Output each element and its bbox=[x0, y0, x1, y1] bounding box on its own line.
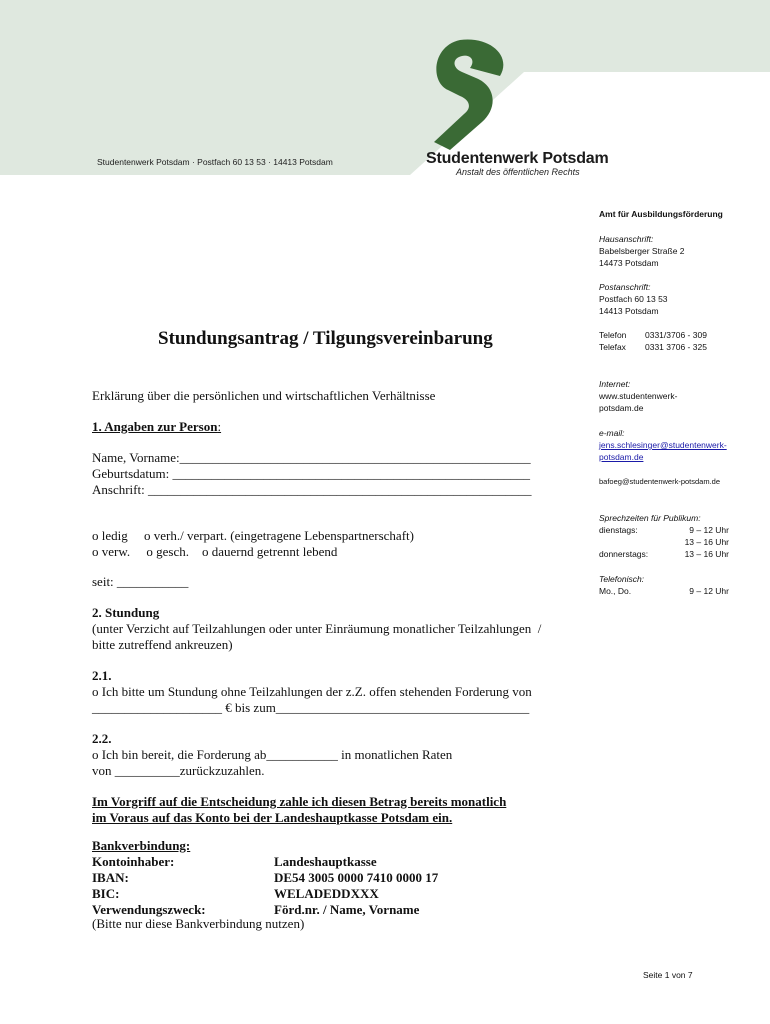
marital-status-options-2[interactable]: o verw. o gesch. o dauernd getrennt lebend bbox=[92, 544, 338, 559]
bank-iban: IBAN: DE54 3005 0000 7410 0000 17 bbox=[92, 870, 439, 885]
department-label: Amt für Ausbildungsförderung bbox=[599, 209, 723, 219]
bank-heading: Bankverbindung: bbox=[92, 838, 191, 853]
office-hours: Sprechzeiten für Publikum: dienstags: 9 – 12 Uhr 13 – 16 Uhr donnerstags: 13 – 16 Uhr bbox=[599, 513, 729, 559]
house-address: Hausanschrift: Babelsberger Straße 2 14473 Potsdam bbox=[599, 234, 685, 268]
section-2-note-2: bitte zutreffend ankreuzen) bbox=[92, 637, 233, 652]
advance-payment-note-2: im Voraus auf das Konto bei der Landeshauptkasse Potsdam ein. bbox=[92, 810, 453, 825]
sender-address-line: Studentenwerk Potsdam · Postfach 60 13 53 · 14413 Potsdam bbox=[97, 157, 333, 167]
section-2-heading: 2. Stundung bbox=[92, 605, 160, 620]
studentenwerk-logo-icon bbox=[430, 38, 510, 150]
document-title: Stundungsantrag / Tilgungsvereinbarung bbox=[158, 328, 493, 349]
intro-text: Erklärung über die persönlichen und wirtschaftlichen Verhältnisse bbox=[92, 388, 436, 403]
installment-amount-field[interactable]: von __________zurückzuzahlen. bbox=[92, 763, 265, 778]
bank-purpose: Verwendungszweck: Förd.nr. / Name, Vorname bbox=[92, 902, 420, 917]
section-2-2-heading: 2.2. bbox=[92, 731, 112, 746]
bank-note: (Bitte nur diese Bankverbindung nutzen) bbox=[92, 916, 305, 931]
birthdate-field[interactable]: Geburtsdatum: _______________________________________________________ bbox=[92, 466, 531, 481]
phone-fax: Telefon 0331/3706 - 309 Telefax 0331 3706 - 325 bbox=[599, 330, 707, 352]
postal-address: Postanschrift: Postfach 60 13 53 14413 Potsdam bbox=[599, 282, 668, 316]
advance-payment-note-1: Im Vorgriff auf die Entscheidung zahle ich diesen Betrag bereits monatlich bbox=[92, 794, 507, 809]
logo-subtitle: Anstalt des öffentlichen Rechts bbox=[456, 167, 580, 177]
section-1-heading: 1. Angaben zur Person: bbox=[92, 419, 222, 434]
deferral-amount-field[interactable]: ____________________ € bis zum_______________________________________ bbox=[92, 700, 530, 715]
installment-option[interactable]: o Ich bin bereit, die Forderung ab___________ in monatlichen Raten bbox=[92, 747, 453, 762]
header-background bbox=[0, 0, 770, 175]
bank-account-holder: Kontoinhaber: Landeshauptkasse bbox=[92, 854, 377, 869]
phone-hours: Telefonisch: Mo., Do. 9 – 12 Uhr bbox=[599, 574, 729, 596]
internet-info: Internet: www.studentenwerk- potsdam.de bbox=[599, 379, 678, 413]
bank-bic: BIC: WELADEDDXXX bbox=[92, 886, 379, 901]
name-field[interactable]: Name, Vorname:______________________________________________________ bbox=[92, 450, 531, 465]
email-info: e-mail: jens.schlesinger@studentenwerk- potsdam.de bbox=[599, 428, 727, 462]
deferral-option[interactable]: o Ich bitte um Stundung ohne Teilzahlungen der z.Z. offen stehenden Forderung von bbox=[92, 684, 532, 699]
marital-status-options-1[interactable]: o ledig o verh./ verpart. (eingetragene Lebenspartnerschaft) bbox=[92, 528, 414, 543]
section-2-note-1: (unter Verzicht auf Teilzahlungen oder unter Einräumung monatlicher Teilzahlungen / bbox=[92, 621, 542, 636]
email-link[interactable]: jens.schlesinger@studentenwerk- potsdam.de bbox=[599, 440, 727, 462]
since-field[interactable]: seit: ___________ bbox=[92, 574, 189, 589]
bafoeg-email: bafoeg@studentenwerk-potsdam.de bbox=[599, 477, 721, 486]
address-field[interactable]: Anschrift: ___________________________________________________________ bbox=[92, 482, 532, 497]
section-2-1-heading: 2.1. bbox=[92, 668, 112, 683]
logo-wordmark: Studentenwerk Potsdam bbox=[426, 150, 609, 167]
page-number: Seite 1 von 7 bbox=[643, 970, 693, 980]
